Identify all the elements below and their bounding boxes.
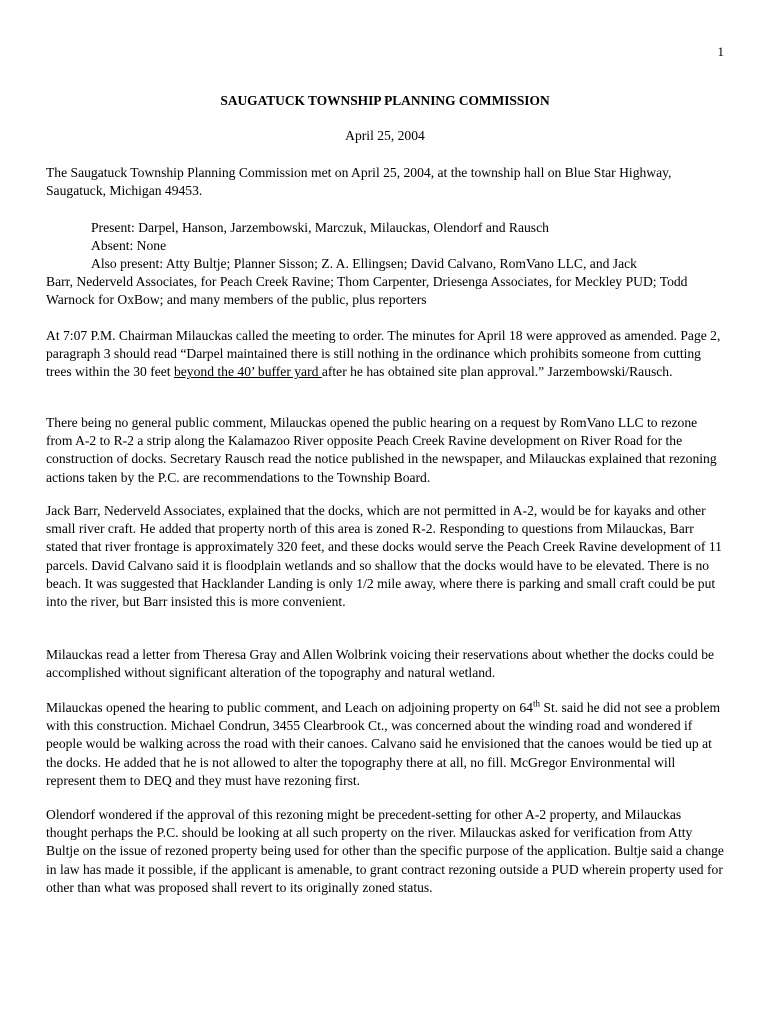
absent-line: Absent: None — [91, 238, 167, 253]
letter-paragraph: Milauckas read a letter from Theresa Gray and Allen Wolbrink voicing their reservations about whether the docks could be accomplished without significant alteration of the topography and natural wetland. — [46, 647, 715, 681]
document-title: SAUGATUCK TOWNSHIP PLANNING COMMISSION — [220, 93, 550, 108]
barr-paragraph: Jack Barr, Nederveld Associates, explained that the docks, which are not permitted in A-2, would be for kayaks and other small river craft. He added that property north of this area is zoned R-2. Responding to questions from Milauckas, Barr stated that river frontage is approximately 320 feet, and these docks would serve the Peach Creek Ravine development of 11 parcels. David Calvano said it is floodplain wetlands and so shallow that the docks would have to be elevated. There is no beach. It was suggested that Hacklander Landing is only 1/2 mile away, where there is parking and small craft could be put into the river, but Barr insisted this is more convenient. — [46, 503, 722, 610]
intro-paragraph: The Saugatuck Township Planning Commission met on April 25, 2004, at the township hall on Blue Star Highway, Saugatuck, Michigan 49453. — [46, 165, 672, 199]
minutes-underlined-text: beyond the 40’ buffer yard — [173, 364, 322, 380]
also-present-continuation: Barr, Nederveld Associates, for Peach Creek Ravine; Thom Carpenter, Driesenga Associates, for Meckley PUD; Todd Warnock for OxBow; and many members of the public, plus reporters — [46, 274, 688, 308]
public-comment-text-before: Milauckas opened the hearing to public comment, and Leach on adjoining property on 64 — [46, 700, 533, 715]
olendorf-paragraph: Olendorf wondered if the approval of this rezoning might be precedent-setting for other A-2 property, and Milauckas thought perhaps the P.C. should be looking at all such property on the river. Milauckas asked for verification from Atty Bultje on the issue of rezoned property being used for other than the specific purpose of the application. Bultje said a change in law has made it possible, if the applicant is amenable, to grant contract rezoning outside a PUD wherein property used for other than what was proposed shall revert to its originally zoned status. — [46, 807, 724, 895]
minutes-text-before: At 7:07 P.M. Chairman Milauckas called the meeting to order. The minutes for April 18 were approved as amended. Page 2, paragraph 3 should read “Darpel maintained there is still nothing in the ordinance which prohibits someone from cutting trees within the 30 feet — [46, 328, 721, 380]
meeting-date: April 25, 2004 — [345, 128, 425, 143]
hearing-paragraph: There being no general public comment, Milauckas opened the public hearing on a request by RomVano LLC to rezone from A-2 to R-2 a strip along the Kalamazoo River opposite Peach Creek Ravine development on River Road for the construction of docks. Secretary Rausch read the notice published in the newspaper, and Milauckas explained that rezoning actions taken by the P.C. are recommendations to the Township Board. — [46, 415, 717, 485]
ordinal-superscript: th — [532, 698, 540, 709]
present-line: Present: Darpel, Hanson, Jarzembowski, Marczuk, Milauckas, Olendorf and Rausch — [91, 220, 549, 235]
public-comment-paragraph — [46, 699, 726, 790]
public-comment-text-after: St. said he did not see a problem with this construction. Michael Condrun, 3455 Clearbrook Ct., was concerned about the winding road and wondered if people would be walking across the road with their canoes. Calvano said he envisioned that the canoes would be tied up at the docks. He added that he is not allowed to alter the topography there at all, no fill. McGregor Environmental will represent them to DEQ and they must have rezoning first. — [46, 700, 721, 788]
also-present-line: Also present: Atty Bultje; Planner Sisson; Z. A. Ellingsen; David Calvano, RomVano LLC, and Jack — [91, 256, 637, 271]
minutes-paragraph — [46, 327, 726, 382]
minutes-text-after: after he has obtained site plan approval.” Jarzembowski/Rausch. — [321, 364, 673, 380]
page-number: 1 — [717, 44, 724, 59]
